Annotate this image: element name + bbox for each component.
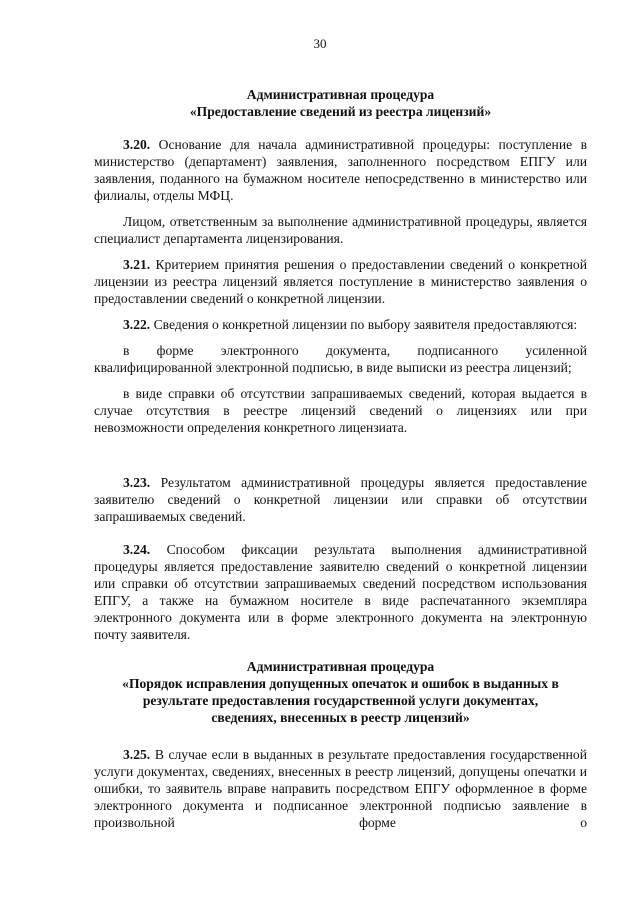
body-block-4 [94, 746, 587, 831]
paragraph-text: Результатом административной процедуры является предоставление заявителю сведений о конкретной лицензии или справки об отсутствии запрашиваемых сведений. [94, 475, 587, 524]
section-heading-1-line1: Административная процедура [246, 87, 435, 102]
clause-number: 3.20. [123, 137, 151, 152]
paragraph-3-21 [94, 256, 587, 307]
section-heading-1-line2: «Предоставление сведений из реестра лицензий» [189, 104, 492, 119]
body-block-1 [94, 136, 587, 436]
paragraph-text: В случае если в выданных в результате предоставления государственной услуги документах, сведениях, внесенных в реестр лицензий, допущены опечатки и ошибки, то заявитель вправе направить посредством ЕПГУ оформленное в форме электронного документа и подписанное электронной подписью заявление в произвольной форме о [94, 747, 587, 830]
paragraph-responsible: Лицом, ответственным за выполнение административной процедуры, является специалист департамента лицензирования. [94, 214, 587, 246]
paragraph-text: Сведения о конкретной лицензии по выбору заявителя предоставляются: [153, 317, 578, 332]
paragraph-text: Критерием принятия решения о предоставлении сведений о конкретной лицензии из реестра лицензий является поступление в министерство заявления о предоставлении сведений о конкретной лицензии. [94, 257, 587, 306]
clause-number: 3.22. [123, 317, 151, 332]
body-block-3 [94, 541, 587, 643]
paragraph-3-22 [94, 316, 587, 333]
clause-number: 3.21. [123, 257, 151, 272]
section-heading-2 [94, 658, 587, 726]
paragraph-3-20 [94, 136, 587, 204]
body-block-2 [94, 474, 587, 525]
paragraph-form-certificate: в виде справки об отсутствии запрашиваемых сведений, которая выдается в случае отсутствия в реестре лицензий сведений о лицензиях или при невозможности определения конкретного лицензиата. [94, 386, 587, 435]
section-heading-2-line1: Административная процедура [246, 659, 435, 674]
paragraph-form-electronic: в форме электронного документа, подписанного усиленной квалифицированной электронной подписью, в виде выписки из реестра лицензий; [94, 343, 587, 375]
paragraph-text: Основание для начала административной процедуры: поступление в министерство (департамент) заявления, заполненного посредством ЕПГУ или заявления, поданного на бумажном носителе непосредственно в министерство или филиалы, отделы МФЦ. [94, 137, 587, 203]
section-heading-2-line4: сведениях, внесенных в реестр лицензий» [211, 710, 470, 725]
section-heading-2-line2: «Порядок исправления допущенных опечаток и ошибок в выданных в [122, 676, 559, 691]
clause-number: 3.24. [123, 542, 151, 557]
paragraph-3-25 [94, 746, 587, 831]
page-number: 30 [313, 36, 327, 51]
paragraph-text: Способом фиксации результата выполнения административной процедуры является предоставление заявителю сведений о конкретной лицензии или справки об отсутствии запрашиваемых сведений посредством использования ЕПГУ, а также на бумажном носителе в виде распечатанного экземпляра электронного документа или в форме электронного документа на электронную почту заявителя. [94, 542, 587, 642]
section-heading-1 [94, 86, 587, 120]
paragraph-3-24 [94, 541, 587, 643]
paragraph-3-23 [94, 474, 587, 525]
clause-number: 3.25. [123, 747, 151, 762]
section-heading-2-line3: результате предоставления государственной услуги документах, [142, 693, 539, 708]
clause-number: 3.23. [123, 475, 151, 490]
